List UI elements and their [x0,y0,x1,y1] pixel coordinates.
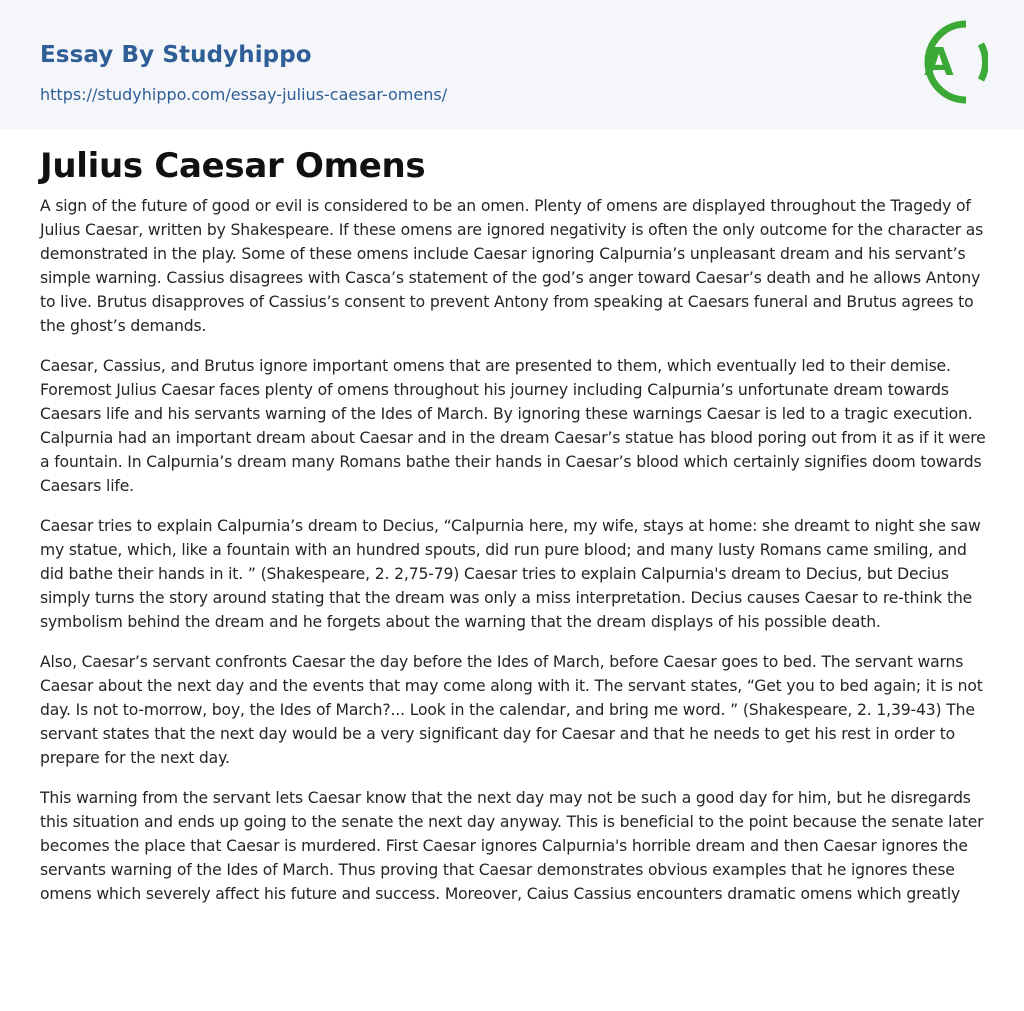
paragraph-4: Also, Caesar’s servant confronts Caesar the day before the Ides of March, before Caesar goes to bed. The servant warns Caesar about the next day and the events that may come along with it. The servant states, “Get you to bed again; it is not day. Is not to-morrow, boy, the Ides of March?... Look in the calendar, and bring me word. ” (Shakespeare, 2. 1,39-43) The servant states that the next day would be a very significant day for Caesar and that he needs to get his rest in order to prepare for the next day. [40,653,983,767]
site-header [0,0,1024,129]
article-url-link[interactable]: https://studyhippo.com/essay-julius-caesar-omens/ [40,85,448,104]
paragraph-3: Caesar tries to explain Calpurnia’s dream to Decius, “Calpurnia here, my wife, stays at home: she dreamt to night she saw my statue, which, like a fountain with an hundred spouts, did run pure blood; and many lusty Romans came smiling, and did bathe their hands in it. ” (Shakespeare, 2. 2,75-79) Caesar tries to explain Calpurnia's dream to Decius, but Decius simply turns the story around stating that the dream was only a miss interpretation. Decius causes Caesar to re-think the symbolism behind the dream and he forgets about the warning that the dream displays of his possible death. [40,517,981,631]
logo-letter: A [924,40,954,84]
paragraph-2: Caesar, Cassius, and Brutus ignore important omens that are presented to them, which eventually led to their demise. Foremost Julius Caesar faces plenty of omens throughout his journey including Calpurnia’s unfortunate dream towards Caesars life and his servants warning of the Ides of March. By ignoring these warnings Caesar is led to a tragic execution. Calpurnia had an important dream about Caesar and in the dream Caesar’s statue has blood poring out from it as if it were a fountain. In Calpurnia’s dream many Romans bathe their hands in Caesar’s blood which certainly signifies doom towards Caesars life. [40,357,986,495]
paragraph-1: A sign of the future of good or evil is considered to be an omen. Plenty of omens are displayed throughout the Tragedy of Julius Caesar, written by Shakespeare. If these omens are ignored negativity is often the only outcome for the character as demonstrated in the play. Some of these omens include Caesar ignoring Calpurnia’s unpleasant dream and his servant’s simple warning. Cassius disagrees with Casca’s statement of the god’s anger toward Caesar’s death and he allows Antony to live. Brutus disapproves of Cassius’s consent to prevent Antony from speaking at Caesars funeral and Brutus agrees to the ghost’s demands. [40,197,984,335]
article-body [40,194,988,922]
article-title: Julius Caesar Omens [40,146,426,186]
paragraph-5: This warning from the servant lets Caesar know that the next day may not be such a good day for him, but he disregards this situation and ends up going to the senate the next day anyway. This is beneficial to the point because the senate later becomes the place that Caesar is murdered. First Caesar ignores Calpurnia's horrible dream and then Caesar ignores the servants warning of the Ides of March. Thus proving that Caesar demonstrates obvious examples that he ignores these omens which severely affect his future and success. Moreover, Caius Cassius encounters dramatic omens which greatly [40,789,984,903]
studyhippo-logo-icon[interactable] [908,18,988,106]
site-brand[interactable]: Essay By Studyhippo [40,42,312,68]
